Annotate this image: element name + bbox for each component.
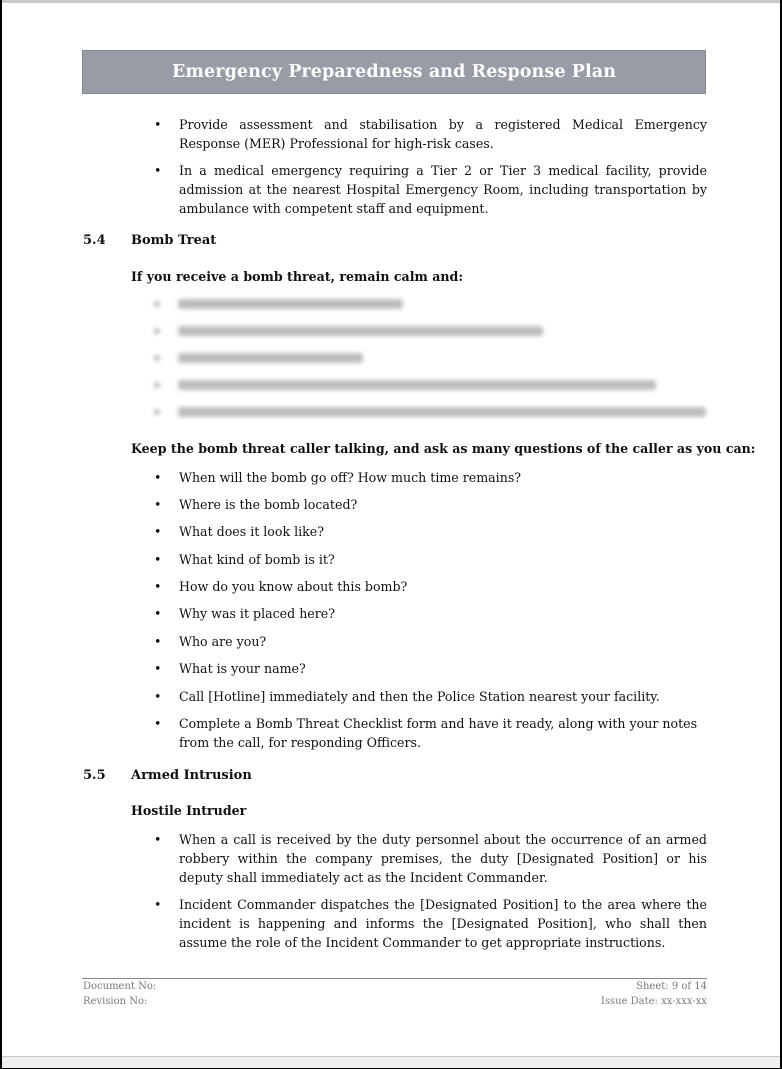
bullet-icon: • bbox=[154, 689, 162, 704]
list-item-text: Incident Commander dispatches the [Designated Position] to the area where the incident is happening and informs the [Designated Position], who shall then assume the role of the Incident Commander to get appropriate instructions. bbox=[179, 897, 707, 950]
blurred-list-item bbox=[150, 378, 660, 392]
footer-divider bbox=[82, 978, 707, 979]
bullet-icon: • bbox=[154, 163, 162, 178]
bullet-icon: • bbox=[154, 497, 162, 512]
bullet-icon: • bbox=[154, 832, 162, 847]
list-item-text: Call [Hotline] immediately and then the Police Station nearest your facility. bbox=[179, 689, 660, 704]
issue-date: Issue Date: xx-xxx-xx bbox=[600, 996, 707, 1007]
list-item-text: How do you know about this bomb? bbox=[179, 579, 408, 594]
bullet-icon: • bbox=[154, 117, 162, 132]
horizontal-scrollbar[interactable] bbox=[2, 1056, 780, 1068]
section-number: 5.5 bbox=[83, 768, 106, 783]
section-number: 5.4 bbox=[83, 233, 106, 248]
bullet-icon: • bbox=[154, 552, 162, 567]
list-item-text: In a medical emergency requiring a Tier 2 or Tier 3 medical facility, provide admission at the nearest Hospital Emergency Room, including transportation by ambulance with competent staff and equipment. bbox=[179, 163, 707, 216]
bullet-icon: • bbox=[154, 606, 162, 621]
document-title: Emergency Preparedness and Response Plan bbox=[171, 62, 617, 82]
list-item-text: Why was it placed here? bbox=[179, 606, 335, 621]
caller-questions-intro: Keep the bomb threat caller talking, and ask as many questions of the caller as you can: bbox=[131, 441, 756, 456]
list-item-text: Where is the bomb located? bbox=[179, 497, 358, 512]
list-item-text: When will the bomb go off? How much time remains? bbox=[179, 470, 522, 485]
bullet-icon: • bbox=[154, 524, 162, 539]
bullet-icon: • bbox=[154, 661, 162, 676]
list-item-text: What is your name? bbox=[179, 661, 306, 676]
section-heading: Bomb Treat bbox=[131, 233, 217, 248]
bomb-threat-intro: If you receive a bomb threat, remain calm and: bbox=[131, 269, 463, 284]
blurred-list-item bbox=[150, 351, 380, 365]
section-heading: Armed Intrusion bbox=[131, 768, 252, 783]
list-item-text: When a call is received by the duty personnel about the occurrence of an armed robbery within the company premises, the duty [Designated Position] or his deputy shall immediately act as the Incident Commander. bbox=[179, 832, 707, 885]
sheet-number: Sheet: 9 of 14 bbox=[636, 981, 707, 992]
revision-number-label: Revision No: bbox=[83, 996, 148, 1007]
bullet-icon: • bbox=[154, 716, 162, 731]
list-item-text: What does it look like? bbox=[179, 524, 325, 539]
bullet-icon: • bbox=[154, 470, 162, 485]
bullet-icon: • bbox=[154, 634, 162, 649]
blurred-list-item bbox=[150, 297, 410, 311]
bullet-icon: • bbox=[154, 579, 162, 594]
document-number-label: Document No: bbox=[83, 981, 157, 992]
list-item-text: What kind of bomb is it? bbox=[179, 552, 335, 567]
subsection-heading: Hostile Intruder bbox=[131, 803, 247, 818]
list-item-text: Who are you? bbox=[179, 634, 267, 649]
blurred-list-item bbox=[150, 324, 550, 338]
list-item-text: Provide assessment and stabilisation by a registered Medical Emergency Response (MER) Professional for high-risk cases. bbox=[179, 117, 707, 151]
blurred-list-item bbox=[150, 405, 710, 419]
list-item-text: Complete a Bomb Threat Checklist form and have it ready, along with your notes from the call, for responding Officers. bbox=[179, 716, 698, 750]
document-title-bar bbox=[82, 50, 706, 94]
bullet-icon: • bbox=[154, 897, 162, 912]
